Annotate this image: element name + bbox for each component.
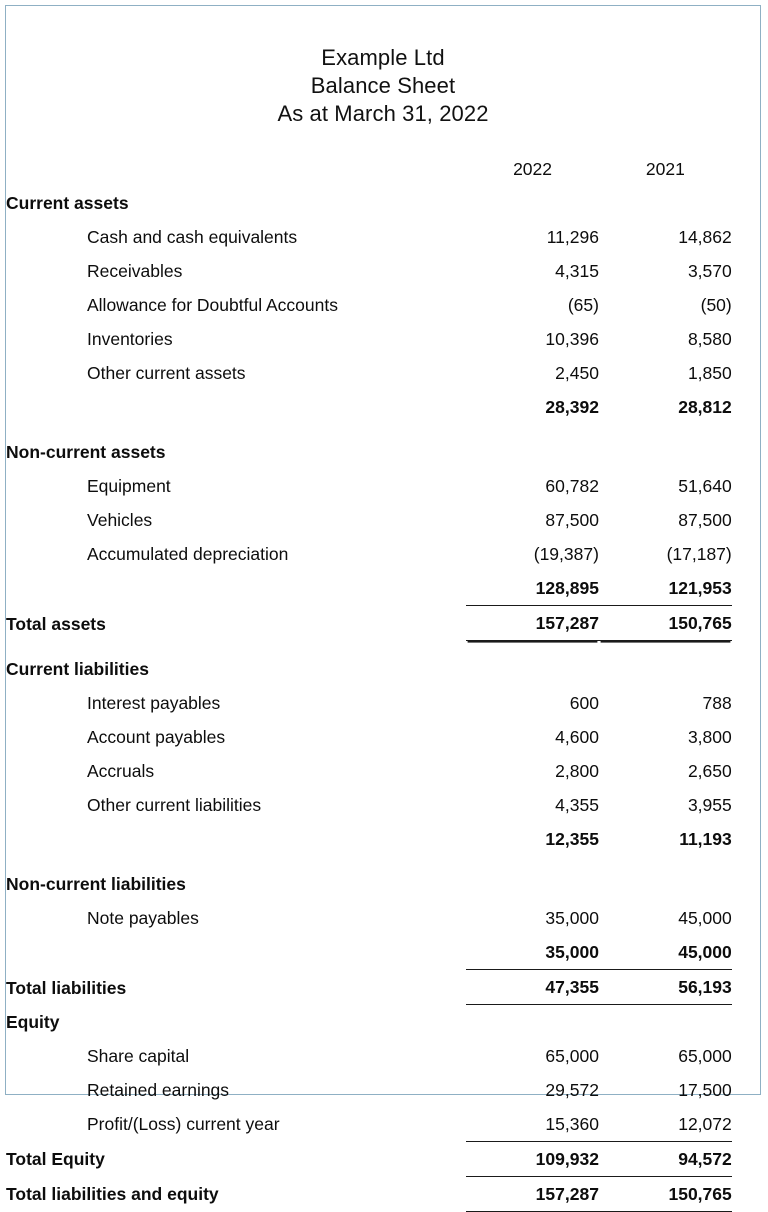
table-pad-cell [732, 788, 760, 822]
subtotal-row-non-current-assets [6, 571, 760, 606]
total-assets-row [6, 606, 760, 641]
total-label: Total Equity [6, 1149, 105, 1169]
total-value-2021: 150,765 [599, 1176, 732, 1211]
row-label: Interest payables [87, 693, 221, 713]
row-value-2022: 87,500 [545, 510, 599, 530]
table-pad-cell [732, 606, 760, 641]
row-label: Allowance for Doubtful Accounts [87, 295, 338, 315]
table-row [6, 469, 760, 503]
row-value-2021: 2,650 [687, 761, 732, 781]
subtotal-label [6, 571, 466, 606]
table-pad-cell [732, 322, 760, 356]
row-label: Accruals [87, 761, 155, 781]
row-value-2021: 17,500 [678, 1079, 732, 1100]
empty-cell [466, 186, 599, 220]
table-row [6, 901, 760, 935]
total-liabilities-and-equity-row [6, 1176, 760, 1211]
row-value-2022: 11,296 [546, 227, 599, 247]
subtotal-value-2021: 121,953 [599, 571, 732, 606]
row-label: Other current liabilities [87, 795, 262, 815]
row-value-2021: 12,072 [599, 1107, 732, 1142]
subtotal-value-2021: 11,193 [679, 829, 732, 849]
table-row [6, 537, 760, 571]
total-label: Total liabilities [6, 977, 127, 998]
section-heading-current-assets [6, 186, 760, 220]
table-pad-cell [732, 1039, 760, 1073]
table-pad-cell [732, 435, 760, 469]
row-value-2021: 14,862 [678, 227, 732, 247]
table-pad-cell [732, 390, 760, 424]
table-pad-cell [732, 356, 760, 390]
company-name: Example Ltd [321, 45, 445, 70]
table-pad-cell [732, 288, 760, 322]
subtotal-row-non-current-liabilities [6, 935, 760, 970]
table-pad-cell [732, 822, 760, 856]
subtotal-label [6, 390, 466, 424]
table-pad-cell [732, 754, 760, 788]
row-value-2022: (65) [567, 295, 599, 315]
row-value-2021: 8,580 [687, 329, 732, 349]
row-value-2021: 3,570 [687, 261, 732, 281]
table-pad-cell [732, 537, 760, 571]
row-value-2022: 600 [569, 693, 599, 713]
total-value-2021: 150,765 [599, 606, 732, 641]
table-row [6, 720, 760, 754]
section-title: Non-current assets [6, 442, 166, 462]
table-pad-cell [732, 935, 760, 970]
row-value-2022: 29,572 [545, 1079, 599, 1100]
table-pad-cell [732, 720, 760, 754]
section-heading-equity [6, 1005, 760, 1039]
column-header-2021: 2021 [645, 159, 685, 179]
row-value-2022: 4,600 [555, 727, 599, 747]
subtotal-label [6, 935, 466, 970]
row-label: Retained earnings [87, 1079, 230, 1100]
table-pad-cell [732, 220, 760, 254]
total-value-2022: 47,355 [466, 970, 599, 1005]
empty-cell [599, 186, 732, 220]
table-pad-cell [732, 1107, 760, 1142]
subtotal-value-2022: 28,392 [545, 397, 599, 417]
section-title: Current assets [6, 193, 129, 213]
table-row [6, 503, 760, 537]
empty-cell [466, 435, 599, 469]
row-label: Accumulated depreciation [87, 544, 289, 564]
table-pad-cell [732, 652, 760, 686]
table-row [6, 356, 760, 390]
section-title: Current liabilities [6, 659, 149, 679]
total-liabilities-row [6, 970, 760, 1005]
column-header-label [6, 152, 466, 186]
document-page [5, 5, 761, 1204]
row-label: Cash and cash equivalents [87, 227, 298, 247]
table-pad-cell [732, 867, 760, 901]
balance-sheet-table [6, 152, 760, 1212]
row-value-2022: 15,360 [466, 1107, 599, 1142]
subtotal-value-2022: 12,355 [545, 829, 599, 849]
row-label: Account payables [87, 727, 226, 747]
empty-cell [466, 652, 599, 686]
table-row [6, 788, 760, 822]
subtotal-value-2022: 128,895 [466, 571, 599, 606]
subtotal-value-2021: 45,000 [599, 935, 732, 970]
subtotal-label [6, 822, 466, 856]
subtotal-value-2022: 35,000 [466, 935, 599, 970]
row-value-2022: 10,396 [545, 329, 599, 349]
row-value-2022: (19,387) [533, 544, 599, 564]
row-value-2021: (17,187) [666, 544, 732, 564]
table-pad-cell [732, 254, 760, 288]
section-heading-non-current-assets [6, 435, 760, 469]
total-label: Total assets [6, 613, 106, 634]
row-label: Share capital [87, 1045, 190, 1066]
subtotal-row-current-assets [6, 390, 760, 424]
table-pad-cell [732, 152, 760, 186]
table-row [6, 288, 760, 322]
row-value-2022: 2,800 [555, 761, 599, 781]
section-heading-current-liabilities [6, 652, 760, 686]
total-value-2022: 109,932 [466, 1141, 599, 1176]
row-value-2022: 35,000 [545, 908, 599, 928]
row-value-2021: 45,000 [678, 908, 732, 928]
table-row [6, 220, 760, 254]
table-row [6, 1107, 760, 1142]
row-value-2022: 4,355 [555, 795, 599, 815]
table-row [6, 1039, 760, 1073]
empty-cell [599, 652, 732, 686]
table-pad-cell [732, 970, 760, 1005]
row-value-2021: 1,850 [687, 363, 732, 383]
statement-period: As at March 31, 2022 [277, 101, 489, 126]
table-pad-cell [732, 1141, 760, 1176]
table-header-row [6, 152, 760, 186]
table-pad-cell [732, 1073, 760, 1107]
row-value-2021: (50) [700, 295, 732, 315]
table-row [6, 686, 760, 720]
row-value-2022: 2,450 [555, 363, 599, 383]
subtotal-row-current-liabilities [6, 822, 760, 856]
total-value-2021: 56,193 [599, 970, 732, 1005]
row-value-2022: 65,000 [545, 1045, 599, 1066]
total-value-2022: 157,287 [466, 606, 599, 641]
document-header [6, 6, 760, 128]
subtotal-value-2021: 28,812 [678, 397, 732, 417]
section-spacer [6, 424, 760, 435]
statement-title: Balance Sheet [310, 73, 456, 98]
table-pad-cell [732, 186, 760, 220]
row-value-2022: 60,782 [545, 476, 599, 496]
section-spacer [6, 641, 760, 653]
empty-cell [599, 435, 732, 469]
total-equity-row [6, 1141, 760, 1176]
total-value-2022: 157,287 [466, 1176, 599, 1211]
table-pad-cell [732, 1005, 760, 1039]
row-value-2021: 87,500 [678, 510, 732, 530]
column-header-2022: 2022 [513, 159, 552, 179]
row-value-2021: 51,640 [678, 476, 732, 496]
table-pad-cell [732, 503, 760, 537]
table-pad-cell [732, 571, 760, 606]
table-row [6, 322, 760, 356]
section-title: Equity [6, 1011, 60, 1032]
row-label: Inventories [87, 329, 173, 349]
row-value-2021: 788 [702, 693, 732, 713]
row-value-2021: 65,000 [678, 1045, 732, 1066]
table-pad-cell [732, 469, 760, 503]
empty-cell [466, 867, 599, 901]
empty-cell [466, 1005, 599, 1039]
table-row [6, 1073, 760, 1107]
table-row [6, 754, 760, 788]
row-label: Profit/(Loss) current year [87, 1114, 280, 1134]
section-heading-non-current-liabilities [6, 867, 760, 901]
row-label: Equipment [87, 476, 171, 496]
table-pad-cell [732, 1176, 760, 1211]
table-pad-cell [732, 901, 760, 935]
section-spacer [6, 856, 760, 867]
row-label: Note payables [87, 908, 199, 928]
row-label: Receivables [87, 261, 183, 281]
row-value-2022: 4,315 [555, 261, 599, 281]
row-value-2021: 3,955 [687, 795, 732, 815]
table-pad-cell [732, 686, 760, 720]
table-row [6, 254, 760, 288]
total-label: Total liabilities and equity [6, 1184, 219, 1204]
empty-cell [599, 867, 732, 901]
total-value-2021: 94,572 [599, 1141, 732, 1176]
empty-cell [599, 1005, 732, 1039]
row-label: Other current assets [87, 363, 246, 383]
row-label: Vehicles [87, 510, 153, 530]
row-value-2021: 3,800 [687, 727, 732, 747]
section-title: Non-current liabilities [6, 874, 186, 894]
